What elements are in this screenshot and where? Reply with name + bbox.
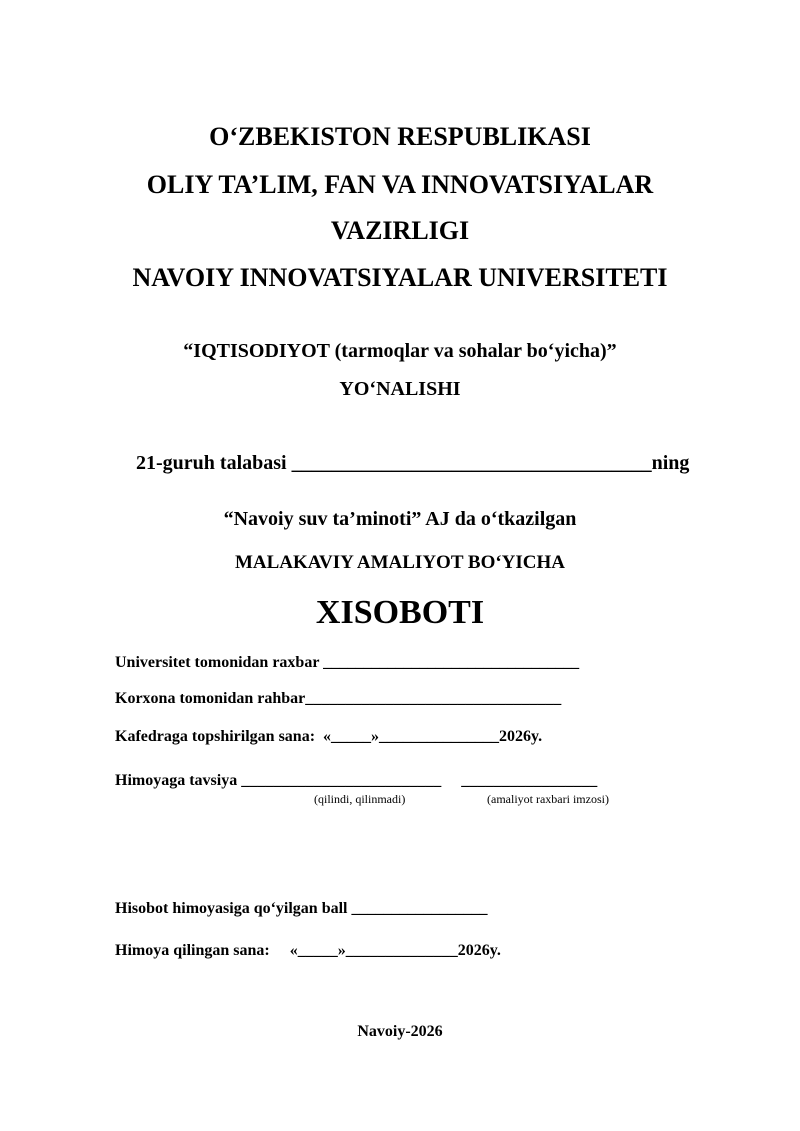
header-line-ministry: OLIY TA’LIM, FAN VA INNOVATSIYALAR [146,170,654,199]
header-line-ministry-cont: VAZIRLIGI [330,216,470,245]
student-line: 21-guruh talabasi ____________________________________ning [136,452,690,474]
header-line-republic: O‘ZBEKISTON RESPUBLIKASI [209,122,591,151]
direction-label: YO‘NALISHI [339,378,461,400]
submitted-date-field: Kafedraga topshirilgan sana: «_____»_______________2026y. [115,728,543,745]
university-supervisor-field: Universitet tomonidan raxbar ________________________________ [115,654,580,671]
company-supervisor-field: Korxona tomonidan rahbar________________________________ [115,690,562,707]
footer-place-year: Navoiy-2026 [357,1023,443,1040]
recommendation-hint-signature: (amaliyot raxbari imzosi) [487,792,609,806]
recommendation-hint-status: (qilindi, qilinmadi) [314,792,406,806]
header-line-university: NAVOIY INNOVATSIYALAR UNIVERSITETI [132,263,668,292]
direction-name: “IQTISODIYOT (tarmoqlar va sohalar bo‘yicha)” [183,340,617,362]
practice-place: “Navoiy suv ta’minoti” AJ da o‘tkazilgan [223,508,577,530]
recommendation-field: Himoyaga tavsiya _________________________ _________________ [115,772,598,789]
score-field: Hisobot himoyasiga qo‘yilgan ball _________________ [115,900,488,917]
report-title: XISOBOTI [315,594,485,631]
practice-type: MALAKAVIY AMALIYOT BO‘YICHA [234,552,566,573]
defense-date-field: Himoya qilingan sana: «_____»______________2026y. [115,942,501,959]
